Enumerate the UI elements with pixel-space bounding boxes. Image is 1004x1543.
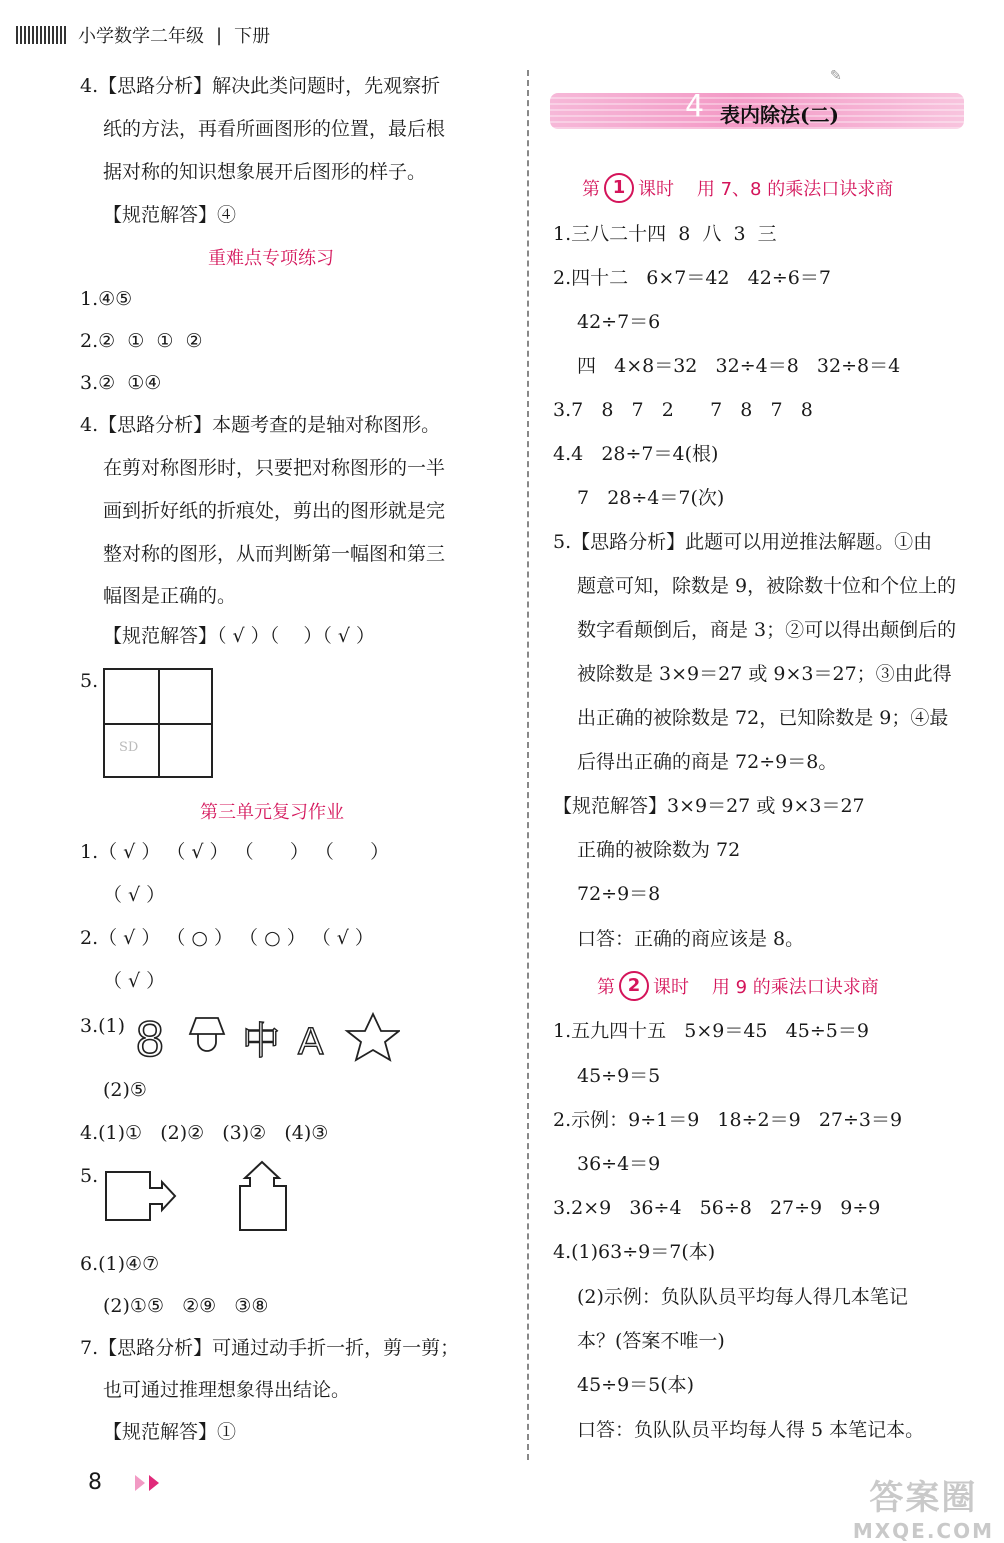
unit-number: 4 bbox=[685, 89, 705, 124]
text-line: 2.（ √ ） （ ○ ） （ ○ ） （ √ ） bbox=[80, 927, 374, 949]
text-line: 5.【思路分析】此题可以用逆推法解题。①由 bbox=[553, 531, 933, 553]
watermark bbox=[853, 1470, 994, 1543]
translation-figures bbox=[100, 1158, 300, 1238]
text-line: 1.④⑤ bbox=[80, 288, 133, 310]
lamp-figure bbox=[190, 1018, 224, 1051]
page-number: 8 bbox=[88, 1470, 102, 1495]
text-line: 【规范解答】① bbox=[103, 1421, 237, 1443]
symmetric-figures bbox=[130, 1010, 400, 1065]
text-line: 6.(1)④⑦ bbox=[80, 1253, 160, 1275]
text-line: 45÷9＝5 bbox=[577, 1065, 661, 1087]
text-line: 数字看颠倒后，商是 3；②可以得出颠倒后的 bbox=[577, 619, 957, 641]
text-line: 4.【思路分析】解决此类问题时，先观察折 bbox=[80, 75, 441, 97]
text-line: 纸的方法，再看所画图形的位置，最后根 bbox=[103, 118, 446, 140]
lesson-prefix: 第 bbox=[597, 977, 615, 998]
figure-letter-a: A bbox=[298, 1021, 324, 1063]
text-line: 1.五九四十五 5×9＝45 45÷5＝9 bbox=[553, 1020, 869, 1042]
text-line: 1.（ √ ） （ √ ） （ ） （ ） bbox=[80, 841, 390, 863]
unit-title: 表内除法(二) bbox=[720, 103, 839, 127]
lesson-title: 课时 用 7、8 的乘法口诀求商 bbox=[638, 179, 894, 200]
arrow-up-shape bbox=[240, 1162, 286, 1230]
text-line: 【规范解答】④ bbox=[103, 204, 237, 226]
text-line: (2)⑤ bbox=[103, 1079, 147, 1101]
text-line: 后得出正确的商是 72÷9＝8。 bbox=[577, 751, 838, 773]
text-line: (2)①⑤ ②⑨ ③⑧ bbox=[103, 1295, 269, 1317]
text-line: 据对称的知识想象展开后图形的样子。 bbox=[103, 161, 427, 183]
text-line: 3.2×9 36÷4 56÷8 27÷9 9÷9 bbox=[553, 1197, 881, 1219]
text-line: 4.(1)63÷9＝7(本) bbox=[553, 1241, 716, 1263]
text-line: 被除数是 3×9＝27 或 9×3＝27；③由此得 bbox=[577, 663, 952, 685]
answer-grid-figure: SD bbox=[103, 668, 213, 778]
text-line: 5. bbox=[80, 670, 99, 692]
header-separator: | bbox=[216, 24, 223, 46]
text-line: (2)示例：负队队员平均每人得几本笔记 bbox=[577, 1286, 908, 1308]
text-line: 2.示例：9÷1＝9 18÷2＝9 27÷3＝9 bbox=[553, 1109, 903, 1131]
watermark-logo-text: 答案圈 bbox=[869, 1478, 978, 1518]
text-line: 出正确的被除数是 72，已知除数是 9；④最 bbox=[577, 707, 949, 729]
text-line: 7 28÷4＝7(次) bbox=[577, 487, 725, 509]
text-line: 45÷9＝5(本) bbox=[577, 1374, 695, 1396]
page-header bbox=[16, 22, 270, 48]
lesson-prefix: 第 bbox=[582, 179, 600, 200]
unit-banner bbox=[550, 89, 964, 129]
column-divider bbox=[527, 70, 529, 1460]
text-line: 5. bbox=[80, 1165, 99, 1187]
lesson-heading-1 bbox=[582, 173, 893, 203]
watermark-domain: MXQE.COM bbox=[852, 1519, 994, 1543]
star-figure bbox=[347, 1014, 399, 1060]
text-line: 36÷4＝9 bbox=[577, 1153, 661, 1175]
text-line: 四 4×8＝32 32÷4＝8 32÷8＝4 bbox=[577, 355, 901, 377]
text-line: 4.4 28÷7＝4(根) bbox=[553, 443, 719, 465]
text-line: （ √ ） bbox=[103, 970, 166, 992]
section-title-key-points: 重难点专项练习 bbox=[208, 248, 334, 269]
text-line: 3.(1) bbox=[80, 1015, 126, 1037]
text-line: 画到折好纸的折痕处，剪出的图形就是完 bbox=[103, 500, 446, 522]
lesson-heading-2 bbox=[597, 971, 879, 1001]
text-line: 整对称的图形，从而判断第一幅图和第三 bbox=[103, 543, 446, 565]
text-line: 42÷7＝6 bbox=[577, 311, 661, 333]
section-title-unit-review: 第三单元复习作业 bbox=[200, 802, 344, 823]
text-line: 1.三八二十四 8 八 3 三 bbox=[553, 223, 777, 245]
text-line: 题意可知，除数是 9，被除数十位和个位上的 bbox=[577, 575, 957, 597]
text-line: 4.【思路分析】本题考查的是轴对称图形。 bbox=[80, 414, 441, 436]
figure-zhong: 中 bbox=[242, 1019, 281, 1063]
text-line: 4.(1)① (2)② (3)② (4)③ bbox=[80, 1122, 329, 1144]
text-line: 3.7 8 7 2 7 8 7 8 bbox=[553, 399, 813, 421]
book-volume: 下册 bbox=[234, 26, 271, 47]
text-line: 幅图是正确的。 bbox=[103, 585, 237, 607]
lesson-number-circle: 1 bbox=[604, 173, 634, 203]
text-line: 也可通过推理想象得出结论。 bbox=[103, 1379, 351, 1401]
lesson-title: 课时 用 9 的乘法口诀求商 bbox=[653, 977, 879, 998]
arrow-right-shape bbox=[106, 1172, 175, 1220]
lesson-number-circle: 2 bbox=[619, 971, 649, 1001]
text-line: 口答：负队队员平均每人得 5 本笔记本。 bbox=[577, 1419, 925, 1441]
decoration-sparkle: ✎ bbox=[830, 68, 842, 84]
text-line: 口答：正确的商应该是 8。 bbox=[577, 928, 805, 950]
double-arrow-icon bbox=[133, 1473, 173, 1493]
text-line: （ √ ） bbox=[103, 884, 166, 906]
text-line: 2.② ① ① ② bbox=[80, 330, 203, 352]
text-line: 本？(答案不唯一) bbox=[577, 1330, 725, 1352]
text-line: 在剪对称图形时，只要把对称图形的一半 bbox=[103, 457, 446, 479]
text-line: 【规范解答】3×9＝27 或 9×3＝27 bbox=[553, 795, 865, 817]
text-line: 【规范解答】（ √ ）（ ）（ √ ） bbox=[103, 625, 376, 647]
text-line: 3.② ①④ bbox=[80, 372, 162, 394]
text-line: 72÷9＝8 bbox=[577, 883, 661, 905]
text-line: 正确的被除数为 72 bbox=[577, 839, 741, 861]
text-line: 2.四十二 6×7＝42 42÷6＝7 bbox=[553, 267, 831, 289]
book-title: 小学数学二年级 bbox=[78, 26, 204, 47]
text-line: 7.【思路分析】可通过动手折一折，剪一剪； bbox=[80, 1337, 460, 1359]
barcode-decoration bbox=[16, 26, 66, 44]
figure-eight: 8 bbox=[136, 1011, 164, 1065]
